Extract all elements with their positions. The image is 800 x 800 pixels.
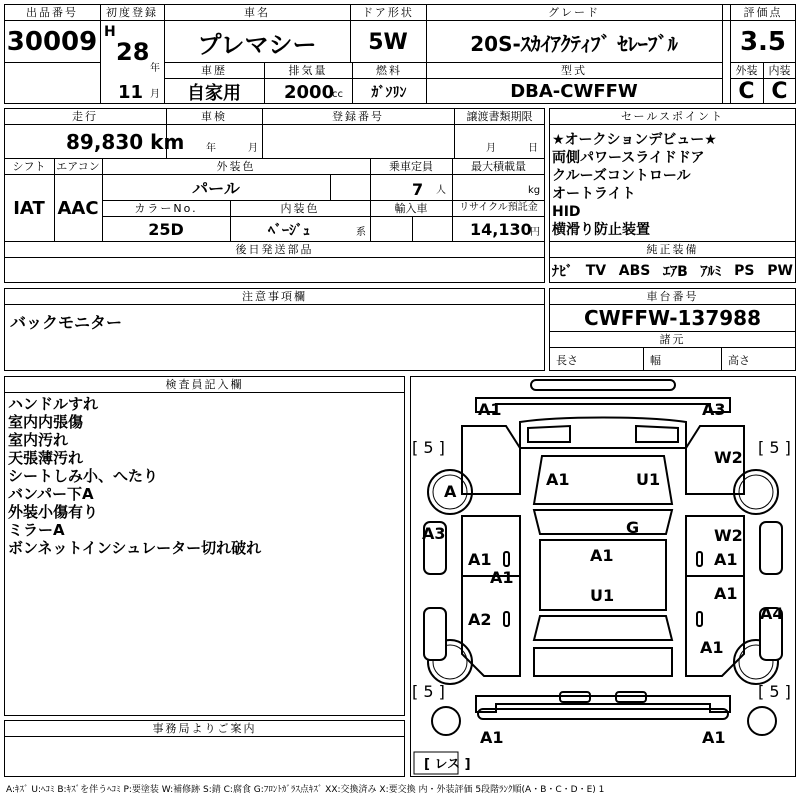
tire-depth-rl: [ 5 ]: [412, 682, 445, 701]
equipment-item: ｱﾙﾐ: [700, 264, 722, 280]
insp-year-unit: 年: [206, 143, 216, 154]
equipment-item: TV: [585, 263, 607, 279]
mark-right-rear-fender: A4: [760, 604, 784, 623]
inspector-notes-list: [8, 395, 261, 557]
inspector-note: 天張薄汚れ: [8, 449, 84, 467]
reg-no-label: 登録番号: [332, 109, 384, 123]
height-label: 高さ: [728, 354, 750, 367]
spare-tire: [ レス ]: [424, 757, 471, 772]
legend: A:ｷｽﾞ U:ﾍｺﾐ B:ｷｽﾞを伴うﾍｺﾐ P:要塗装 W:補修跡 S:錆 C:腐食 G:ﾌﾛﾝﾄｶﾞﾗｽ点ｷｽﾞ XX:交換済み X:要交換 内・外装評価 5段階ﾗﾝｸ順(A・B・C・D・E) 1: [6, 785, 605, 795]
car-diagram: [410, 376, 796, 777]
recycle-unit: 円: [530, 227, 540, 238]
era: H: [104, 24, 116, 40]
score-label: 評価点: [743, 5, 783, 19]
mark-right-front-wheel: W2: [714, 448, 743, 467]
color-no-label: カラーNo.: [134, 201, 198, 215]
car-name-label: 車名: [244, 5, 270, 19]
chassis-label: 車台番号: [646, 289, 699, 303]
chassis-number: CWFFW-137988: [583, 306, 762, 330]
mark-front-left: A1: [478, 400, 502, 419]
int-color: ﾍﾞｰｼﾞｭ: [268, 223, 310, 239]
displacement-label: 排気量: [288, 63, 328, 77]
equipment-item: ﾅﾋﾞ: [552, 264, 573, 280]
inspector-note: ハンドルすれ: [8, 395, 99, 413]
model-label: 型式: [561, 63, 587, 77]
equipment-item: ABS: [618, 263, 651, 279]
grade: 20S-ｽｶｲｱｸﾃｨﾌﾞ ｾﾚｰﾌﾞﾙ: [470, 31, 678, 56]
mark-left-rear-door: A2: [468, 610, 492, 629]
mark-rear-right: A1: [702, 728, 726, 747]
insp-month-unit: 月: [248, 143, 258, 154]
recycle-label: リサイクル預託金: [459, 202, 538, 213]
equipment-label: 純正装備: [646, 242, 699, 256]
mark-left-front-door: A1: [468, 550, 492, 569]
equipment-item: ｴｱB: [663, 264, 688, 280]
color-no: 25D: [148, 219, 184, 239]
inspector-note: ボンネットインシュレーター切れ破れ: [8, 539, 262, 557]
year-unit: 年: [150, 63, 160, 74]
later-parts-label: 後日発送部品: [235, 242, 314, 256]
mark-hood-right: U1: [636, 470, 661, 489]
transfer-month-unit: 月: [486, 143, 496, 154]
mark-left-center: A1: [490, 568, 514, 587]
recycle-deposit: 14,130: [470, 220, 532, 239]
import-label: 輸入車: [394, 201, 428, 215]
width-label: 幅: [650, 354, 661, 367]
notes-text: バックモニター: [10, 313, 123, 332]
lot-no: 30009: [6, 27, 98, 57]
inspector-note: シートしみ小、へたり: [8, 467, 159, 485]
lot-no-label: 出品番号: [26, 5, 78, 19]
mark-right-rear-quarter: A1: [700, 638, 724, 657]
history-label: 車歴: [201, 63, 227, 77]
history: 自家用: [187, 82, 241, 104]
first-reg-label: 初度登録: [106, 5, 158, 19]
dims-label: 諸元: [659, 332, 686, 346]
int-color-unit: 系: [356, 227, 366, 238]
exterior-grade: C: [738, 79, 755, 104]
equipment-list: [552, 259, 793, 283]
tire-depth-fl: [ 5 ]: [412, 438, 445, 457]
ext-color: パール: [192, 179, 240, 198]
inspector-label: 検査員記入欄: [165, 377, 244, 391]
equipment-item: PS: [734, 263, 755, 279]
mark-left-front-wheel: A: [444, 482, 457, 501]
grade-label: グレード: [548, 5, 600, 19]
ac-label: エアコン: [56, 159, 100, 173]
mark-right-front-door-w: W2: [714, 526, 743, 545]
tire-depth-rr: [ 5 ]: [758, 682, 791, 701]
tire-depth-fr: [ 5 ]: [758, 438, 791, 457]
shift-label: シフト: [12, 159, 46, 173]
door: 5W: [368, 29, 408, 55]
capacity-label: 乗車定員: [389, 159, 433, 173]
sales-point-item: クルーズコントロール: [552, 168, 691, 184]
mark-roof-1: A1: [590, 546, 614, 565]
sales-point-item: オートライト: [552, 186, 636, 202]
inspector-note: 室内汚れ: [8, 431, 69, 449]
interior-label: 内装: [768, 63, 791, 77]
inspector-note: 室内内張傷: [8, 413, 84, 431]
fuel: ｶﾞｿﾘﾝ: [371, 84, 407, 101]
mark-left-fender: A3: [422, 524, 446, 543]
inspection-label: 車検: [201, 109, 227, 123]
ext-color-label: 外装色: [216, 159, 256, 173]
mark-right-front-door: A1: [714, 550, 738, 569]
mark-rear-left: A1: [480, 728, 504, 747]
month-unit: 月: [150, 89, 160, 100]
transfer-label: 譲渡書類期限: [466, 109, 533, 123]
model: DBA-CWFFW: [510, 81, 638, 102]
fuel-label: 燃料: [376, 63, 402, 77]
mark-right-rear-door: A1: [714, 584, 738, 603]
length-label: 長さ: [556, 354, 578, 367]
mileage: 89,830 km: [66, 130, 185, 154]
score: 3.5: [739, 27, 787, 57]
office-label: 事務局よりご案内: [152, 721, 257, 735]
capacity-unit: 人: [436, 185, 446, 196]
car-name: プレマシー: [197, 30, 317, 59]
door-label: ドア形状: [362, 5, 414, 19]
capacity: 7: [412, 180, 424, 199]
inspector-note: ミラーA: [8, 521, 65, 539]
equipment-item: PW: [767, 263, 793, 279]
inspector-note: バンパー下A: [8, 485, 94, 503]
interior-grade: C: [771, 79, 788, 104]
exterior-label: 外装: [735, 63, 758, 77]
air-conditioner: AAC: [57, 197, 99, 219]
sales-point-item: HID: [552, 204, 581, 220]
notes-label: 注意事項欄: [242, 289, 307, 303]
sales-point-item: 横滑り防止装置: [552, 222, 650, 238]
inspector-note: 外装小傷有り: [8, 503, 99, 521]
displacement-unit: cc: [332, 89, 343, 100]
mark-windshield: G: [626, 518, 640, 537]
sales-point-item: 両側パワースライドドア: [552, 150, 705, 166]
reg-month: 11: [118, 82, 144, 103]
max-load-unit: kg: [528, 185, 541, 196]
mileage-label: 走行: [72, 109, 98, 123]
displacement: 2000: [284, 82, 335, 103]
sales-points-label: セールスポイント: [620, 109, 724, 123]
shift: IAT: [13, 197, 45, 219]
max-load-label: 最大積載量: [471, 159, 526, 173]
mark-roof-2: U1: [590, 586, 615, 605]
sales-point-item: ★オークションデビュー★: [552, 132, 717, 148]
int-color-label: 内装色: [280, 201, 320, 215]
mark-front-right: A3: [702, 400, 726, 419]
mark-hood-left: A1: [546, 470, 570, 489]
reg-year: 28: [116, 38, 150, 66]
sales-points-list: [552, 131, 717, 239]
transfer-day-unit: 日: [528, 143, 538, 154]
